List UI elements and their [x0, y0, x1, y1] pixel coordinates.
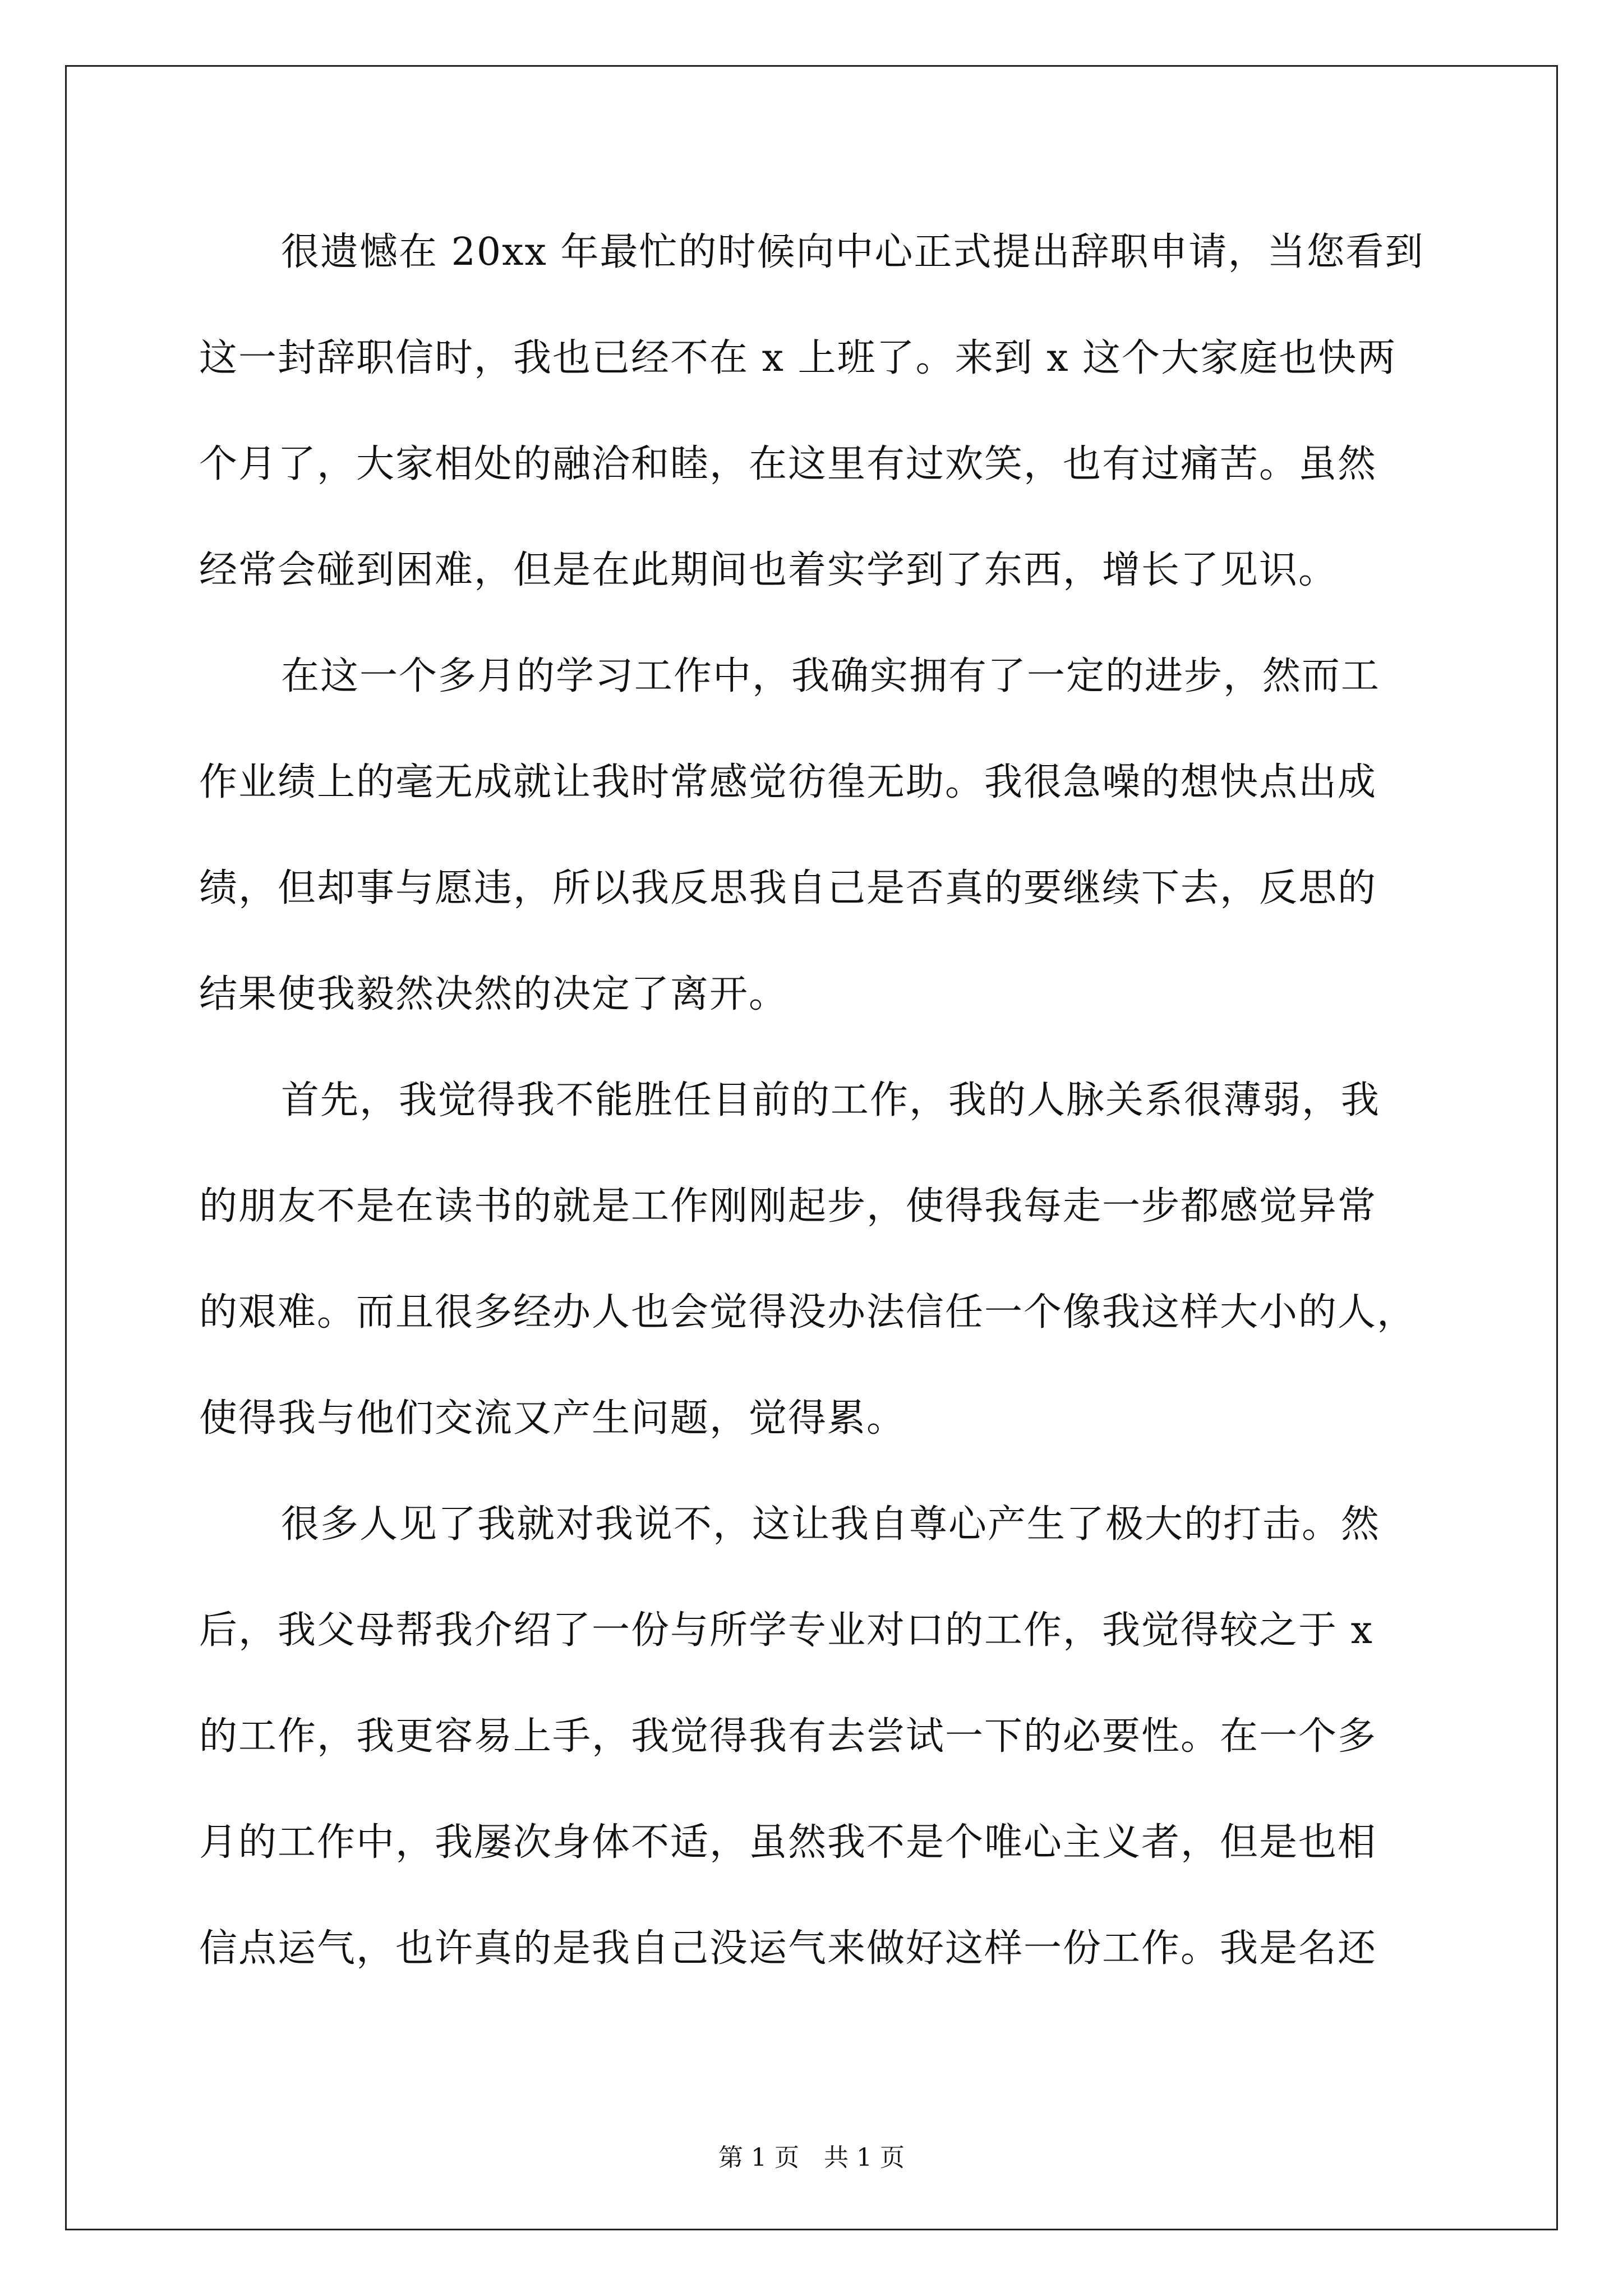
text-line: 作业绩上的毫无成就让我时常感觉彷徨无助。我很急噪的想快点出成	[199, 760, 1377, 804]
text-line: 经常会碰到困难，但是在此期间也着实学到了东西，增长了见识。	[199, 548, 1338, 592]
document-body	[199, 219, 1433, 2021]
text-line: 绩，但却事与愿违，所以我反思我自己是否真的要继续下去，反思的	[199, 866, 1377, 910]
text-line: 首先，我觉得我不能胜任目前的工作，我的人脉关系很薄弱，我	[281, 1078, 1381, 1122]
text-line: 的朋友不是在读书的就是工作刚刚起步，使得我每走一步都感觉异常	[199, 1184, 1377, 1228]
text-line: 个月了，大家相处的融洽和睦，在这里有过欢笑，也有过痛苦。虽然	[199, 442, 1377, 486]
text-line: 很遗憾在 20xx 年最忙的时候向中心正式提出辞职申请，当您看到	[281, 230, 1424, 274]
text-line: 月的工作中，我屡次身体不适，虽然我不是个唯心主义者，但是也相	[199, 1820, 1377, 1865]
text-line: 后，我父母帮我介绍了一份与所学专业对口的工作，我觉得较之于 x	[199, 1608, 1373, 1653]
text-line: 的艰难。而且很多经办人也会觉得没办法信任一个像我这样大小的人，	[199, 1290, 1417, 1335]
text-line: 信点运气，也许真的是我自己没运气来做好这样一份工作。我是名还	[199, 1926, 1377, 1971]
text-line: 结果使我毅然决然的决定了离开。	[199, 972, 789, 1016]
text-line: 在这一个多月的学习工作中，我确实拥有了一定的进步，然而工	[281, 654, 1381, 698]
text-line: 的工作，我更容易上手，我觉得我有去尝试一下的必要性。在一个多	[199, 1714, 1377, 1759]
text-line: 使得我与他们交流又产生问题，觉得累。	[199, 1396, 906, 1441]
page-footer	[0, 2137, 1623, 2173]
text-line: 很多人见了我就对我说不，这让我自尊心产生了极大的打击。然	[281, 1502, 1381, 1547]
text-line: 这一封辞职信时，我也已经不在 x 上班了。来到 x 这个大家庭也快两	[199, 336, 1397, 380]
page-number-label: 第 1 页 共 1 页	[718, 2143, 905, 2172]
